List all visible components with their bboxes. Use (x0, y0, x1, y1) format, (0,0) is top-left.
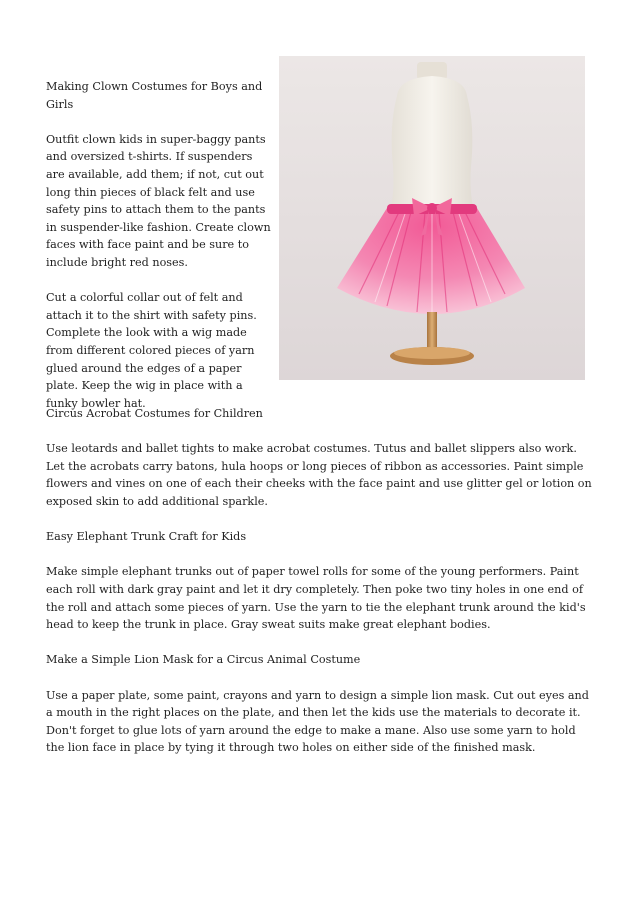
section-heading-clown: Making Clown Costumes for Boys and Girls (46, 80, 263, 111)
main-body (46, 405, 592, 774)
tutu-illustration (279, 56, 585, 380)
paragraph-elephant: Make simple elephant trunks out of paper towel rolls for some of the young performers. Paint each roll with dark gray paint and let it dry completely. Then poke two tiny holes in one end of the roll and attach some pieces of yarn. Use the yarn to tie the elephant trunk around the kid's head to keep the trunk in place. Gray sweat suits make great elephant bodies. (46, 565, 586, 632)
paragraph-lion: Use a paper plate, some paint, crayons and yarn to design a simple lion mask. Cut out eyes and a mouth in the right places on the plate, and then let the kids use the materials to decorate it. Don't forget to glue lots of yarn around the edge to make a mane. Also use some yarn to hold the lion face in place by tying it through two holes on either side of the finished mask. (46, 688, 589, 755)
tutu-photo (279, 56, 585, 380)
paragraph-clown-collar: Cut a colorful collar out of felt and attach it to the shirt with safety pins. Complete the look with a wig made from different colored pieces of yarn glued around the edges of a paper plate. Keep the wig in place with a funky bowler hat. (46, 291, 257, 410)
paragraph-clown-outfit: Outfit clown kids in super-baggy pants and oversized t-shirts. If suspenders are available, add them; if not, cut out long thin pieces of black felt and use safety pins to attach them to the pants in suspender-like fashion. Create clown faces with face paint and be sure to include bright red noses. (46, 132, 271, 269)
paragraph-acrobat: Use leotards and ballet tights to make acrobat costumes. Tutus and ballet slippers also work. Let the acrobats carry batons, hula hoops or long pieces of ribbon as accessories. Paint simple flowers and vines on one of each their cheeks with the face paint and use glitter gel or lotion on exposed skin to add additional sparkle. (46, 442, 592, 508)
section-heading-acrobat: Circus Acrobat Costumes for Children (46, 407, 263, 420)
mannequin-torso (389, 76, 475, 214)
section-heading-elephant: Easy Elephant Trunk Craft for Kids (46, 530, 247, 544)
section-heading-lion: Make a Simple Lion Mask for a Circus Animal Costume (46, 653, 361, 667)
stand-pole (427, 312, 437, 352)
intro-column (46, 78, 274, 430)
